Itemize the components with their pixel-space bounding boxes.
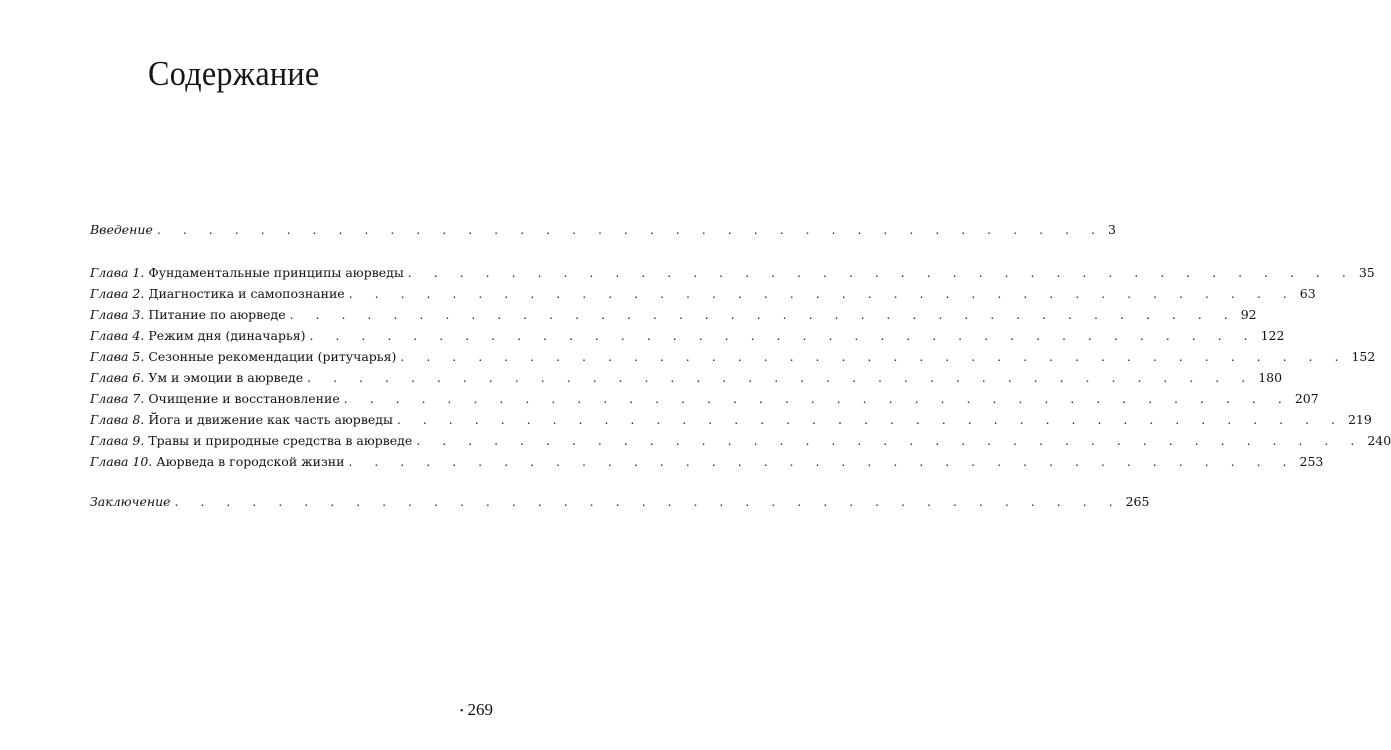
dot-leader: . . . . . . . . . . . . . . . . . . . . . . . . . . . . . . . . . . . . . bbox=[156, 222, 1104, 237]
toc-entry-page: 180 bbox=[1258, 370, 1283, 385]
toc-entry-label: Глава 10. bbox=[90, 454, 153, 469]
toc-entry-chapter-9[interactable] bbox=[90, 431, 1391, 451]
toc-entry-title: Сезонные рекомендации (ритучарья) bbox=[148, 349, 397, 364]
dot-leader: . . . . . . . . . . . . . . . . . . . . . . . . . . . . . . . . . . . . . bbox=[309, 328, 1257, 343]
dot-leader: . . . . . . . . . . . . . . . . . . . . . . . . . . . . . . . . . . . . . bbox=[416, 433, 1364, 448]
toc-entry-page: 219 bbox=[1347, 412, 1372, 427]
toc-entry-label: Глава 3. bbox=[90, 307, 145, 322]
dot-leader: . . . . . . . . . . . . . . . . . . . . . . . . . . . . . . . . . . . . . bbox=[396, 412, 1344, 427]
toc-entry-label: Глава 9. bbox=[90, 433, 145, 448]
folio-mark: • bbox=[460, 705, 464, 717]
toc-entry-label: Глава 8. bbox=[90, 412, 145, 427]
dot-leader: . . . . . . . . . . . . . . . . . . . . . . . . . . . . . . . . . . . . . bbox=[174, 494, 1122, 509]
toc-entry-label: Глава 6. bbox=[90, 370, 145, 385]
toc-entry-title: Травы и природные средства в аюрведе bbox=[148, 433, 413, 448]
toc-entry-page: 265 bbox=[1125, 494, 1150, 509]
toc-entry-page: 92 bbox=[1240, 307, 1257, 322]
toc-entry-chapter-10[interactable] bbox=[90, 452, 1324, 472]
dot-leader: . . . . . . . . . . . . . . . . . . . . . . . . . . . . . . . . . . . . . bbox=[289, 307, 1237, 322]
page-title: Содержание bbox=[148, 54, 320, 93]
toc-entry-chapter-4[interactable] bbox=[90, 326, 1285, 346]
toc-entry-title: Ум и эмоции в аюрведе bbox=[148, 370, 304, 385]
toc-entry-intro[interactable] bbox=[90, 220, 1116, 240]
toc-entry-page: 240 bbox=[1367, 433, 1391, 448]
toc-entry-title: Питание по аюрведе bbox=[148, 307, 286, 322]
toc-entry-page: 3 bbox=[1107, 222, 1116, 237]
toc-entry-page: 207 bbox=[1294, 391, 1319, 406]
toc-entry-page: 122 bbox=[1260, 328, 1285, 343]
toc-entry-title: Диагностика и самопознание bbox=[148, 286, 345, 301]
toc-entry-page: 35 bbox=[1358, 265, 1375, 280]
toc-entry-chapter-5[interactable] bbox=[90, 347, 1376, 367]
toc-entry-title: Очищение и восстановление bbox=[148, 391, 340, 406]
toc-entry-chapter-8[interactable] bbox=[90, 410, 1372, 430]
toc-entry-chapter-2[interactable] bbox=[90, 284, 1316, 304]
toc-entry-label: Глава 7. bbox=[90, 391, 145, 406]
toc-entry-title: Йога и движение как часть аюрведы bbox=[148, 412, 393, 427]
dot-leader: . . . . . . . . . . . . . . . . . . . . . . . . . . . . . . . . . . . . . bbox=[348, 286, 1296, 301]
dot-leader: . . . . . . . . . . . . . . . . . . . . . . . . . . . . . . . . . . . . . bbox=[307, 370, 1255, 385]
dot-leader: . . . . . . . . . . . . . . . . . . . . . . . . . . . . . . . . . . . . . bbox=[400, 349, 1348, 364]
toc-entry-page: 253 bbox=[1299, 454, 1324, 469]
toc-entry-conclusion[interactable] bbox=[90, 492, 1150, 512]
toc-entry-label: Введение bbox=[90, 222, 153, 237]
dot-leader: . . . . . . . . . . . . . . . . . . . . . . . . . . . . . . . . . . . . . bbox=[407, 265, 1355, 280]
toc-entry-chapter-7[interactable] bbox=[90, 389, 1319, 409]
toc-entry-label: Глава 5. bbox=[90, 349, 145, 364]
page-number-value: 269 bbox=[467, 700, 494, 719]
dot-leader: . . . . . . . . . . . . . . . . . . . . . . . . . . . . . . . . . . . . . bbox=[348, 454, 1296, 469]
toc-entry-title: Аюрведа в городской жизни bbox=[156, 454, 345, 469]
dot-leader: . . . . . . . . . . . . . . . . . . . . . . . . . . . . . . . . . . . . . bbox=[343, 391, 1291, 406]
toc-entry-title: Режим дня (диначарья) bbox=[148, 328, 306, 343]
toc-entry-label: Глава 1. bbox=[90, 265, 145, 280]
toc-entry-label: Глава 4. bbox=[90, 328, 145, 343]
toc-entry-label: Глава 2. bbox=[90, 286, 145, 301]
toc-entry-page: 152 bbox=[1351, 349, 1376, 364]
page-number bbox=[460, 700, 493, 720]
toc-entry-label: Заключение bbox=[90, 494, 171, 509]
toc-entry-chapter-3[interactable] bbox=[90, 305, 1257, 325]
toc-entry-chapter-6[interactable] bbox=[90, 368, 1283, 388]
toc-entry-page: 63 bbox=[1299, 286, 1316, 301]
toc-entry-title: Фундаментальные принципы аюрведы bbox=[148, 265, 404, 280]
toc-entry-chapter-1[interactable] bbox=[90, 263, 1375, 283]
